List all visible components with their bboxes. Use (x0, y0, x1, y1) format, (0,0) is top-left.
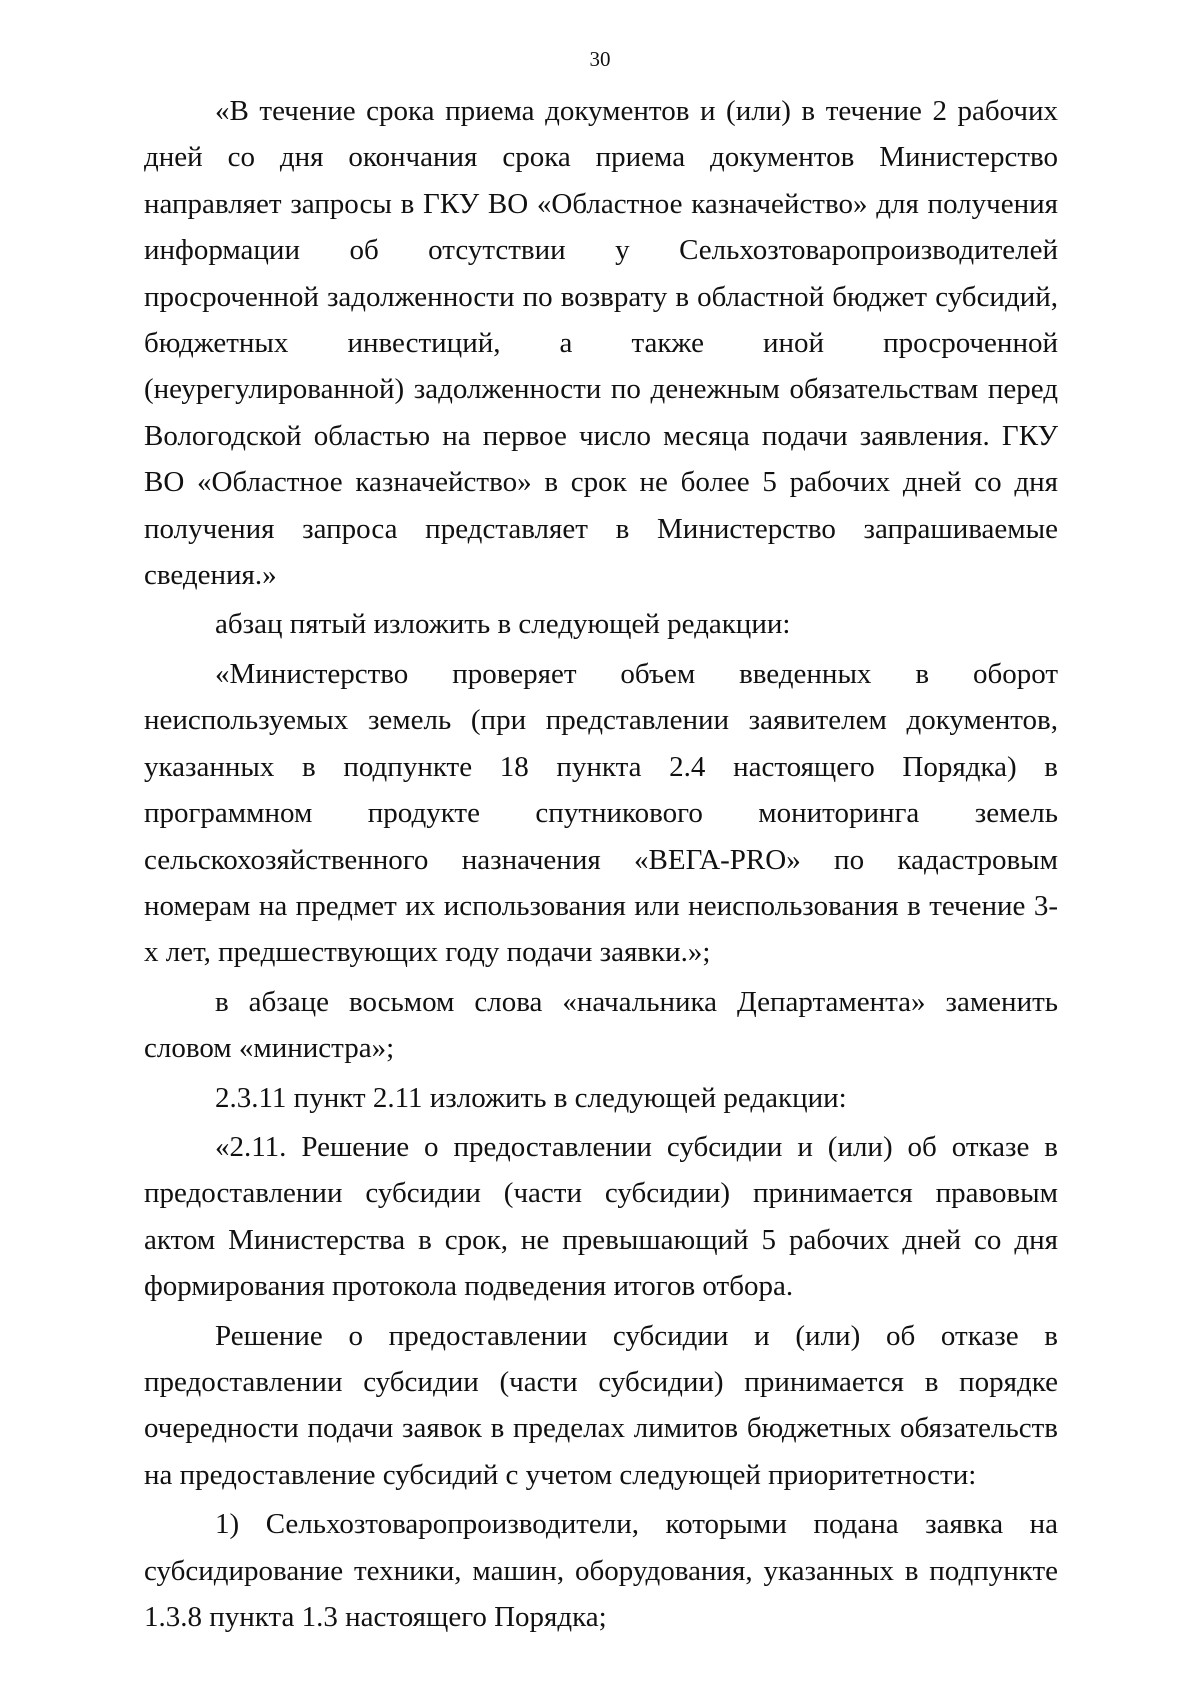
paragraph-decision-act: «2.11. Решение о предоставлении субсидии и (или) об отказе в предоставлении субсидии (части субсидии) принимается правовым актом Министерства в срок, не превышающий 5 рабочих дней со дня формирования протокола подведения итогов отбора. (144, 1130, 1058, 1303)
paragraph-land-check: «Министерство проверяет объем введенных в оборот неиспользуемых земель (при представлении заявителем документов, указанных в подпункте 18 пункта 2.4 настоящего Порядка) в программном продукте спутникового мониторинга земель сельскохозяйственного назначения «ВЕГА-PRO» по кадастровым номерам на предмет их использования или неиспользования в течение 3-х лет, предшествующих году подачи заявки.»; (144, 657, 1058, 969)
paragraph-treasury-request: «В течение срока приема документов и (или) в течение 2 рабочих дней со дня окончания срока приема документов Министерство направляет запросы в ГКУ ВО «Областное казначейство» для получения информации об отсутствии у Сельхозтоваропроизводителей просроченной задолженности по возврату в областной бюджет субсидий, бюджетных инвестиций, а также иной просроченной (неурегулированной) задолженности по денежным обязательствам перед Вологодской областью на первое число месяца подачи заявления. ГКУ ВО «Областное казначейство» в срок не более 5 рабочих дней со дня получения запроса представляет в Министерство запрашиваемые сведения.» (144, 95, 1058, 592)
document-body (144, 88, 1058, 1643)
paragraph-point-2-11: 2.3.11 пункт 2.11 изложить в следующей редакции: (215, 1081, 847, 1114)
paragraph-decision-order: Решение о предоставлении субсидии и (или) об отказе в предоставлении субсидии (части субсидии) принимается в порядке очередности подачи заявок в пределах лимитов бюджетных обязательств на предоставление субсидий с учетом следующей приоритетности: (144, 1319, 1058, 1491)
paragraph-amendment-fifth: абзац пятый изложить в следующей редакции: (215, 608, 791, 641)
paragraph-priority-1: 1) Сельхозтоваропроизводители, которыми подана заявка на субсидирование техники, машин, оборудования, указанных в подпункте 1.3.8 пункта 1.3 настоящего Порядка; (144, 1508, 1058, 1633)
page-number: 30 (589, 47, 611, 71)
paragraph-amendment-eighth: в абзаце восьмом слова «начальника Департамента» заменить словом «министра»; (144, 985, 1058, 1065)
